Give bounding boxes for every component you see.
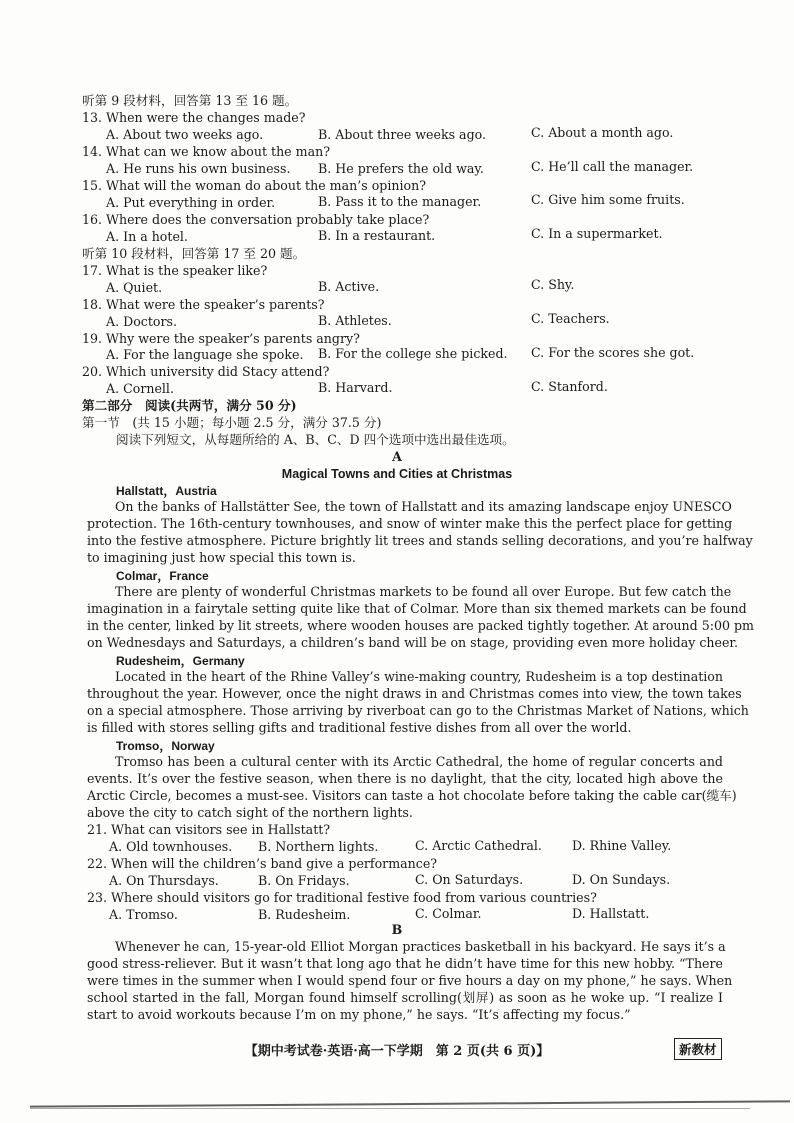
- option-a: A. Put everything in order.: [106, 195, 276, 210]
- option-c: C. He’ll call the manager.: [531, 159, 694, 174]
- option-b: B. For the college she picked.: [318, 346, 508, 361]
- option-b: B. In a restaurant.: [318, 228, 436, 243]
- option-a: A. Quiet.: [106, 280, 163, 295]
- paragraph-line: Located in the heart of the Rhine Valley’s wine-making country, Rudesheim is a top destination: [115, 669, 723, 684]
- paragraph: [87, 584, 754, 652]
- part-title: 第二部分 阅读(共两节，满分 50 分): [82, 398, 297, 413]
- paragraph: [87, 499, 753, 567]
- option-a: A. In a hotel.: [106, 229, 188, 244]
- paragraph-line: is filled with stores selling gifts and traditional festive dishes from all over the world.: [87, 719, 632, 735]
- question-stem: 23. Where should visitors go for traditional festive food from various countries?: [87, 890, 597, 905]
- option-c: C. In a supermarket.: [531, 226, 663, 241]
- option-a: A. Doctors.: [106, 314, 177, 329]
- option-c: C. Give him some fruits.: [531, 192, 685, 207]
- paragraph: [87, 669, 749, 737]
- page-footer: 【期中考试卷·英语·高一下学期 第 2 页(共 6 页)】: [244, 1044, 550, 1059]
- option-c: C. On Saturdays.: [415, 872, 524, 887]
- subheading: Colmar，France: [116, 569, 209, 583]
- paragraph-line: throughout the year. However, once the night draws in and Christmas comes into view, the town takes: [87, 685, 742, 701]
- paragraph: [87, 939, 733, 1023]
- option-b: B. About three weeks ago.: [318, 127, 486, 142]
- paragraph-line: on Wednesdays and Saturdays, a children’s band will be on stage, providing even more holiday cheer.: [87, 634, 739, 650]
- option-b: B. On Fridays.: [258, 873, 350, 888]
- option-a: A. Tromso.: [109, 907, 178, 922]
- option-d: D. On Sundays.: [572, 872, 671, 887]
- paragraph-line: good stress-reliever. But it wasn’t that long ago that he didn’t have time for this new hobby. “There: [87, 955, 723, 971]
- question-stem: 17. What is the speaker like?: [82, 263, 268, 278]
- option-c: C. For the scores she got.: [531, 345, 695, 360]
- option-b: B. Active.: [318, 279, 380, 294]
- question-stem: 22. When will the children’s band give a performance?: [87, 856, 438, 871]
- option-a: A. On Thursdays.: [109, 873, 219, 888]
- option-d: D. Rhine Valley.: [572, 838, 672, 853]
- scan-artifact-line: [30, 1108, 750, 1109]
- subheading: Hallstatt，Austria: [116, 484, 217, 498]
- paragraph-line: school started in the fall, Morgan found himself scrolling(划屏) as soon as he woke up. “I realize I: [87, 989, 723, 1005]
- question-stem: 18. What were the speaker’s parents?: [82, 297, 325, 312]
- option-b: B. Athletes.: [318, 313, 392, 328]
- paragraph-line: into the festive atmosphere. Picture brightly lit trees and stands selling decorations, and you’re halfway: [87, 532, 753, 548]
- question-stem: 20. Which university did Stacy attend?: [82, 364, 330, 379]
- paragraph-line: Whenever he can, 15-year-old Elliot Morgan practices basketball in his backyard. He says it’s a: [115, 939, 726, 954]
- option-b: B. Pass it to the manager.: [318, 194, 482, 209]
- passage-letter: A: [392, 449, 402, 464]
- paragraph-line: on a special atmosphere. Those arriving by riverboat can go to the Christmas Market of Nations, which: [87, 702, 749, 718]
- option-b: B. Harvard.: [318, 380, 393, 395]
- question-stem: 21. What can visitors see in Hallstatt?: [87, 822, 331, 837]
- question-stem: 13. When were the changes made?: [82, 110, 306, 125]
- edition-badge: 新教材: [674, 1038, 722, 1060]
- question-stem: 16. Where does the conversation probably take place?: [82, 212, 430, 227]
- paragraph-line: imagination in a fairytale setting quite like that of Colmar. More than six themed markets can be found: [87, 600, 747, 616]
- subheading: Tromso，Norway: [116, 739, 215, 753]
- option-a: A. He runs his own business.: [106, 161, 291, 176]
- option-a: A. Cornell.: [106, 381, 174, 396]
- option-b: B. Northern lights.: [258, 839, 379, 854]
- paragraph-line: On the banks of Hallstätter See, the town of Hallstatt and its amazing landscape enjoy UNESCO: [115, 499, 732, 514]
- question-stem: 15. What will the woman do about the man’s opinion?: [82, 178, 426, 193]
- paragraph-line: Tromso has been a cultural center with its Arctic Cathedral, the home of regular concerts and: [115, 754, 723, 769]
- paragraph-line: start to avoid workouts because I’m on my phone,” he says. “It’s affecting my focus.”: [87, 1006, 631, 1022]
- option-d: D. Hallstatt.: [572, 906, 650, 921]
- option-b: B. He prefers the old way.: [318, 161, 484, 176]
- passage-title: Magical Towns and Cities at Christmas: [281, 467, 513, 481]
- scan-artifact-line: [30, 1100, 790, 1107]
- paragraph: [87, 754, 737, 822]
- question-stem: 19. Why were the speaker’s parents angry?: [82, 331, 360, 346]
- paragraph-line: were times in the summer when I would spend four or five hours a day on my phone,” he says. When: [87, 972, 733, 988]
- question-stem: 14. What can we know about the man?: [82, 144, 330, 159]
- paragraph-line: Arctic Circle, becomes a must-see. Visitors can taste a hot chocolate before taking the cable car(缆车): [87, 787, 737, 803]
- section-title: 第一节 (共 15 小题；每小题 2.5 分，满分 37.5 分): [82, 415, 382, 430]
- instruction: 阅读下列短文，从每题所给的 A、B、C、D 四个选项中选出最佳选项。: [116, 432, 515, 447]
- option-a: A. Old townhouses.: [109, 839, 233, 854]
- passage-letter: B: [391, 922, 403, 937]
- option-c: C. Stanford.: [531, 379, 608, 394]
- section-header: 听第 9 段材料，回答第 13 至 16 题。: [82, 93, 298, 108]
- paragraph-line: in the center, linked by lit streets, where wooden houses are packed tightly together. At around 5:00 pm: [87, 617, 754, 633]
- option-c: C. Teachers.: [531, 311, 610, 326]
- paragraph-line: to imagining just how special this town is.: [87, 549, 356, 565]
- option-a: A. About two weeks ago.: [106, 127, 264, 142]
- paragraph-line: above the city to catch sight of the northern lights.: [87, 804, 413, 820]
- paragraph-line: There are plenty of wonderful Christmas markets to be found all over Europe. But few catch the: [115, 584, 732, 599]
- option-c: C. About a month ago.: [531, 125, 674, 140]
- paragraph-line: events. It’s over the festive season, when there is no daylight, that the city, located high above the: [87, 770, 723, 786]
- subheading: Rudesheim，Germany: [116, 654, 245, 668]
- option-c: C. Shy.: [531, 277, 575, 292]
- option-a: A. For the language she spoke.: [106, 347, 304, 362]
- section-header: 听第 10 段材料，回答第 17 至 20 题。: [82, 246, 306, 261]
- option-b: B. Rudesheim.: [258, 907, 351, 922]
- paragraph-line: protection. The 16th-century townhouses, and snow of winter make this the perfect place for getting: [87, 515, 733, 531]
- option-c: C. Colmar.: [415, 906, 482, 921]
- option-c: C. Arctic Cathedral.: [415, 838, 542, 853]
